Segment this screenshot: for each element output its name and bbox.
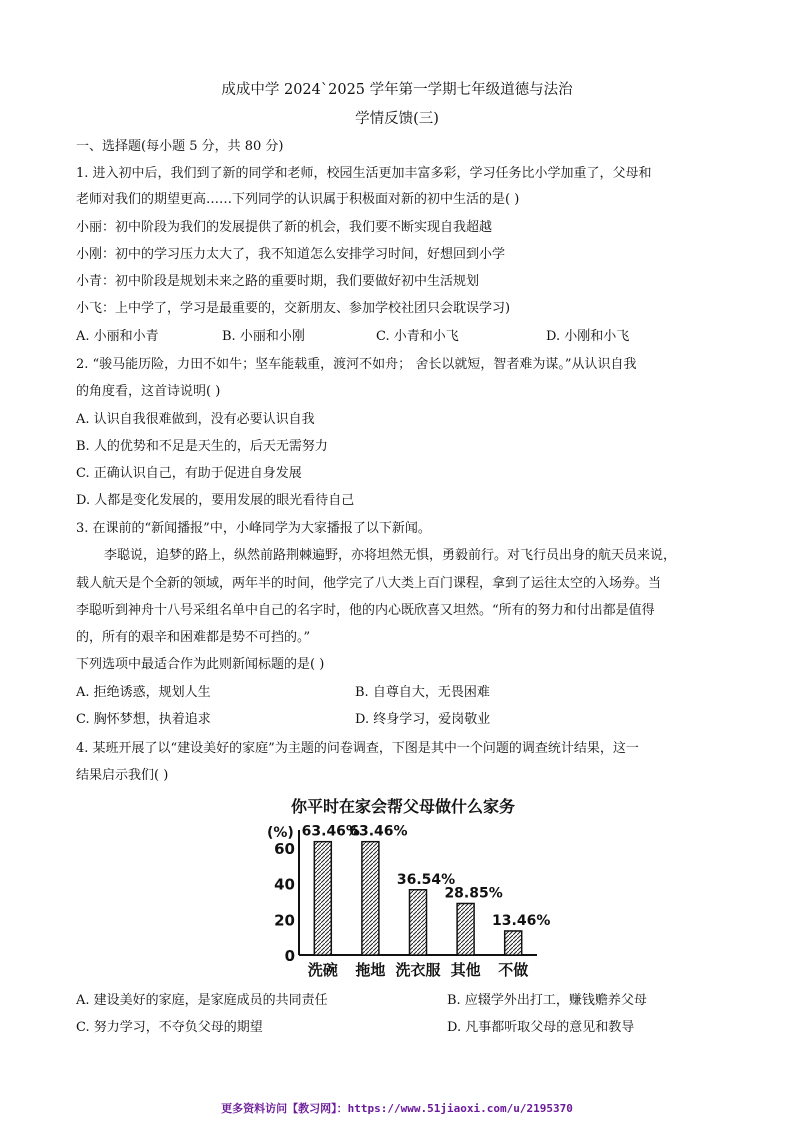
y-tick-label: 40 xyxy=(274,875,295,894)
q1-option-d: D. 小刚和小飞 xyxy=(546,329,630,344)
q1-option-c: C. 小青和小飞 xyxy=(376,329,459,344)
data-label: 13.46% xyxy=(492,912,551,929)
y-tick-label: 0 xyxy=(284,947,295,965)
x-tick-label: 不做 xyxy=(498,961,529,979)
x-tick-label: 其他 xyxy=(450,961,481,979)
q2-option-d: D. 人都是变化发展的，要用发展的眼光看待自己 xyxy=(76,493,355,508)
q4-option-a: A. 建设美好的家庭，是家庭成员的共同责任 xyxy=(76,993,328,1008)
q3-option-a: A. 拒绝诱惑，规划人生 xyxy=(76,685,211,700)
y-tick-label: 20 xyxy=(274,911,295,930)
q1-stem-line2: 老师对我们的期望更高……下列同学的认识属于积极面对新的初中生活的是( ) xyxy=(76,192,520,207)
footer-link[interactable]: 更多资料访问【教习网】：https://www.51jiaoxi.com/u/2195370 xyxy=(221,1102,573,1115)
q3-news-line3: 李聪听到神舟十八号采组名单中自己的名字时，他的内心既欣喜又坦然。“所有的努力和付出都是值得 xyxy=(76,603,655,618)
q1-statement-xiaoqing: 小青：初中阶段是规划未来之路的重要时期，我们要做好初中生活规划 xyxy=(76,274,480,289)
bar-5 xyxy=(505,931,522,955)
q1-option-b: B. 小丽和小刚 xyxy=(222,329,305,344)
q3-news-line1: 李聪说，追梦的路上，纵然前路荆棘遍野，亦将坦然无惧，勇毅前行。对飞行员出身的航天员来说， xyxy=(104,548,677,563)
q4-option-b: B. 应辍学外出打工，赚钱赡养父母 xyxy=(447,993,647,1008)
survey-bar-chart xyxy=(265,795,551,985)
q1-option-a: A. 小丽和小青 xyxy=(76,329,159,344)
bar-4 xyxy=(457,903,474,955)
y-axis-label: (%) xyxy=(267,825,294,841)
q4-option-c: C. 努力学习，不夺负父母的期望 xyxy=(76,1020,263,1035)
q2-option-a: A. 认识自我很难做到，没有必要认识自我 xyxy=(76,412,315,427)
q1-statement-xiaoli: 小丽：初中阶段为我们的发展提供了新的机会，我们要不断实现自我超越 xyxy=(76,220,493,235)
q3-stem: 3. 在课前的“新闻播报”中，小峰同学为大家播报了以下新闻。 xyxy=(76,521,431,536)
page-subtitle: 学情反馈(三) xyxy=(355,111,439,127)
q1-statement-xiaofei: 小飞：上中学了，学习是最重要的，交新朋友、参加学校社团只会耽误学习) xyxy=(76,301,511,316)
chart-title: 你平时在家会帮父母做什么家务 xyxy=(290,797,516,816)
x-tick-label: 洗衣服 xyxy=(395,961,441,979)
data-label: 36.54% xyxy=(396,871,456,888)
page-title: 成成中学 2024`2025 学年第一学期七年级道德与法治 xyxy=(221,82,573,98)
q2-option-c: C. 正确认识自己，有助于促进自身发展 xyxy=(76,466,302,481)
data-label: 63.46% xyxy=(301,823,360,840)
q1-stem-line1: 1. 进入初中后，我们到了新的同学和老师，校园生活更加丰富多彩，学习任务比小学加重了，父母和 xyxy=(76,166,652,181)
q3-news-line2: 载人航天是个全新的领域，两年半的时间，他学完了八大类上百门课程，拿到了运往太空的入场券。当 xyxy=(76,576,662,591)
q3-news-line4: 的，所有的艰辛和困难都是势不可挡的。” xyxy=(76,630,311,645)
q2-stem-line2: 的角度看，这首诗说明( ) xyxy=(76,384,221,399)
q4-stem-line2: 结果启示我们( ) xyxy=(76,768,169,783)
section-heading: 一、选择题(每小题 5 分，共 80 分) xyxy=(76,139,284,154)
q2-option-b: B. 人的优势和不足是天生的，后天无需努力 xyxy=(76,439,328,454)
data-label: 28.85% xyxy=(444,885,503,902)
bar-2 xyxy=(362,842,379,955)
y-tick-label: 60 xyxy=(274,839,295,858)
data-label: 63.46% xyxy=(349,823,408,840)
q3-option-c: C. 胸怀梦想，执着追求 xyxy=(76,712,211,727)
q3-option-d: D. 终身学习，爱岗敬业 xyxy=(355,712,491,727)
q1-statement-xiaogang: 小刚：初中的学习压力太大了，我不知道怎么安排学习时间，好想回到小学 xyxy=(76,247,506,262)
bar-1 xyxy=(314,842,331,955)
q4-option-d: D. 凡事都听取父母的意见和教导 xyxy=(447,1020,635,1035)
bar-3 xyxy=(410,890,427,955)
x-tick-label: 拖地 xyxy=(355,961,386,979)
q3-question: 下列选项中最适合作为此则新闻标题的是( ) xyxy=(76,657,325,672)
q4-stem-line1: 4. 某班开展了以“建设美好的家庭”为主题的问卷调查，下图是其中一个问题的调查统计结果，这一 xyxy=(76,741,639,756)
x-tick-label: 洗碗 xyxy=(307,961,338,979)
q2-stem-line1: 2. “骏马能历险，力田不如牛；坚车能载重，渡河不如舟； 舍长以就短，智者难为谋。”从认识自我 xyxy=(76,357,637,372)
q3-option-b: B. 自尊自大，无畏困难 xyxy=(355,685,490,700)
